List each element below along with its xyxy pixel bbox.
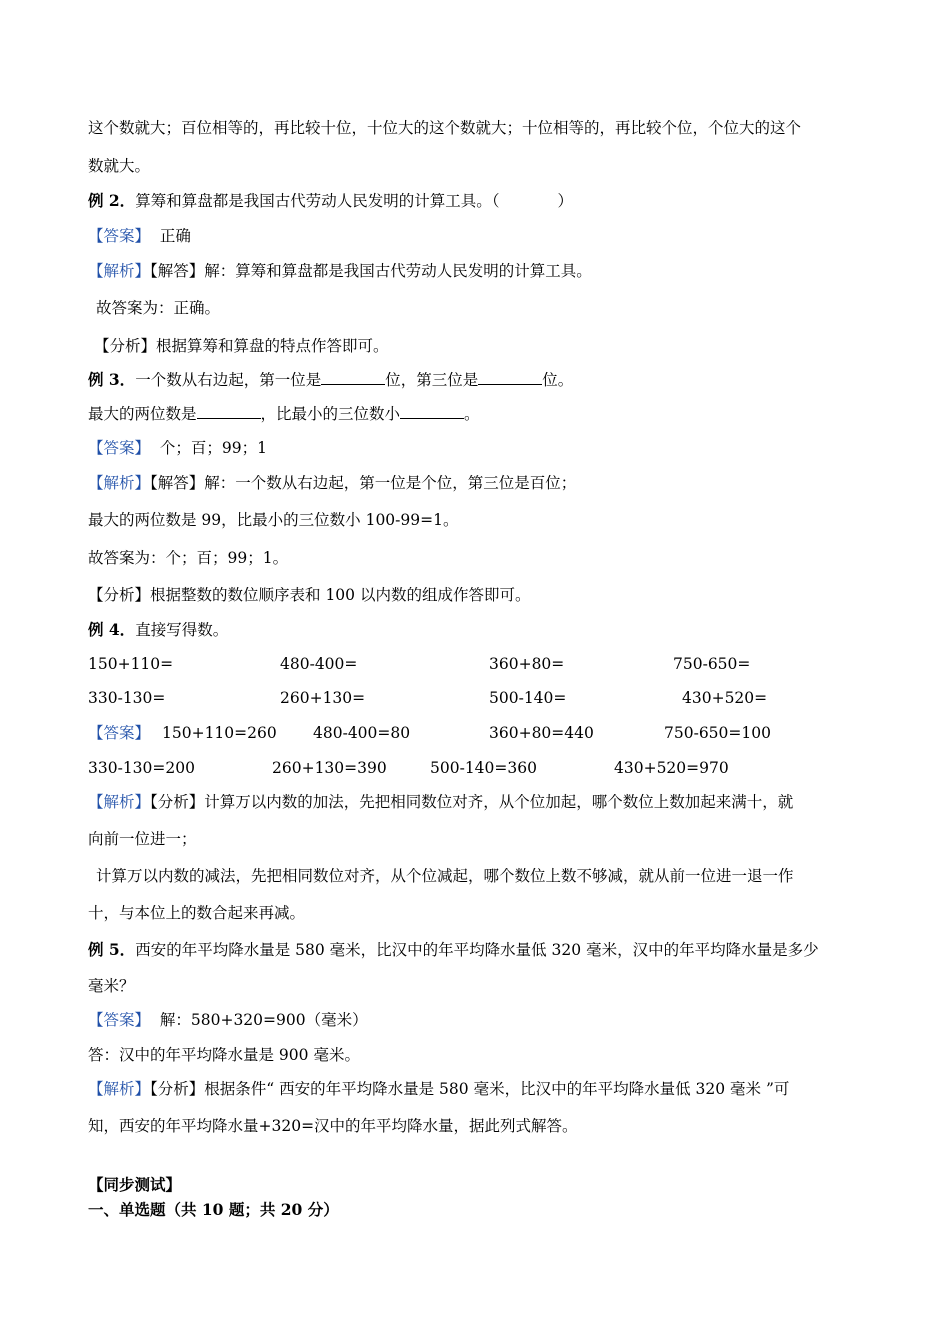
- example-4-analysis-1: [88, 792, 793, 812]
- example-3-answer: [88, 438, 267, 458]
- analysis-tag: 【分析】: [94, 337, 157, 355]
- question-text: 。: [464, 405, 480, 423]
- example-2-answer: [88, 226, 191, 246]
- answer-text: 解：580+320=900（毫米）: [159, 1011, 368, 1029]
- answer-cell: 150+110=260: [162, 724, 277, 742]
- analysis-tag: 【分析】: [150, 1080, 205, 1098]
- question-text: 位，第三位是: [385, 371, 479, 389]
- answer-blank[interactable]: [400, 404, 464, 419]
- answer-blank[interactable]: [321, 370, 385, 385]
- problem-cell: 480-400=: [280, 655, 358, 673]
- example-label: 例 4．: [88, 620, 136, 639]
- answer-tag: 【答案】: [88, 724, 151, 742]
- answer-blank[interactable]: [197, 404, 261, 419]
- question-close: ）: [557, 192, 573, 210]
- problem-cell: 750-650=: [673, 655, 751, 673]
- explain-tag: 【解析】: [88, 793, 151, 811]
- answer-cell: 500-140=360: [430, 759, 537, 777]
- question-text: 直接写得数。: [135, 621, 229, 639]
- example-3-explain: [88, 473, 576, 493]
- sync-test-title: 【同步测试】: [88, 1175, 182, 1194]
- problem-cell: 150+110=: [88, 655, 174, 673]
- example-4-answer-tag: [88, 723, 150, 743]
- answer-tag: 【答案】: [88, 227, 151, 245]
- example-label: 例 3．: [88, 370, 136, 389]
- analysis-tag: 【分析】: [88, 586, 151, 604]
- example-4-analysis-3: 计算万以内数的减法，先把相同数位对齐，从个位减起，哪个数位上数不够减，就从前一位进一退一作: [96, 867, 794, 885]
- analysis-text: 根据算筹和算盘的特点作答即可。: [156, 337, 389, 355]
- section-heading: 一、单选题（共 10 题；共 20 分）: [88, 1200, 339, 1219]
- explain-tag: 【解析】: [88, 262, 151, 280]
- example-3-question-1: [88, 370, 573, 390]
- intro-line-1: 这个数就大；百位相等的，再比较十位，十位大的这个数就大；十位相等的，再比较个位，个位大的这个: [88, 119, 802, 137]
- example-5-analysis-2: 知，西安的年平均降水量+320=汉中的年平均降水量，据此列式解答。: [88, 1117, 578, 1135]
- solve-text: 解：算筹和算盘都是我国古代劳动人民发明的计算工具。: [204, 262, 592, 280]
- answer-cell: 750-650=100: [664, 724, 771, 742]
- answer-blank[interactable]: [478, 370, 542, 385]
- example-4-analysis-2: 向前一位进一；: [88, 830, 197, 848]
- explain-tag: 【解析】: [88, 474, 151, 492]
- example-5-analysis-1: [88, 1079, 789, 1099]
- example-2-final: 故答案为：正确。: [96, 299, 221, 317]
- example-5-question-1: [88, 940, 819, 960]
- analysis-text: 计算万以内数的加法，先把相同数位对齐，从个位加起，哪个数位上数加起来满十，就: [204, 793, 794, 811]
- explain-tag: 【解析】: [88, 1080, 151, 1098]
- question-text: 算筹和算盘都是我国古代劳动人民发明的计算工具。（: [135, 192, 500, 210]
- example-5-question-2: 毫米？: [88, 977, 135, 995]
- question-text: 西安的年平均降水量是 580 毫米，比汉中的年平均降水量低 320 毫米，汉中的年平均降水量是多少: [135, 941, 819, 959]
- answer-cell: 330-130=200: [88, 759, 195, 777]
- problem-cell: 260+130=: [280, 689, 366, 707]
- example-2-explain: [88, 261, 592, 281]
- answer-text: 正确: [159, 227, 191, 245]
- example-5-answer: [88, 1010, 368, 1030]
- problem-cell: 330-130=: [88, 689, 166, 707]
- problem-cell: 430+520=: [682, 689, 768, 707]
- solve-tag: 【解答】: [150, 262, 205, 280]
- example-3-analysis: [88, 585, 530, 605]
- example-5-reply: 答：汉中的年平均降水量是 900 毫米。: [88, 1046, 360, 1064]
- answer-cell: 360+80=440: [489, 724, 594, 742]
- example-3-final: 故答案为：个；百；99；1。: [88, 549, 289, 567]
- problem-cell: 500-140=: [489, 689, 567, 707]
- example-label: 例 2．: [88, 191, 136, 210]
- analysis-text: 根据整数的数位顺序表和 100 以内数的组成作答即可。: [150, 586, 531, 604]
- example-2-analysis: [94, 336, 389, 356]
- example-label: 例 5．: [88, 940, 136, 959]
- problem-cell: 360+80=: [489, 655, 565, 673]
- answer-cell: 480-400=80: [313, 724, 411, 742]
- answer-tag: 【答案】: [88, 439, 151, 457]
- analysis-text: 根据条件“ 西安的年平均降水量是 580 毫米，比汉中的年平均降水量低 320 毫米 ”可: [204, 1080, 790, 1098]
- question-text: 位。: [542, 371, 574, 389]
- question-text: ，比最小的三位数小: [260, 405, 401, 423]
- solve-text: 解：一个数从右边起，第一位是个位，第三位是百位；: [204, 474, 577, 492]
- answer-text: 个；百；99；1: [159, 439, 267, 457]
- analysis-tag: 【分析】: [150, 793, 205, 811]
- example-2-question: [88, 191, 573, 211]
- example-3-question-2: [88, 404, 480, 424]
- answer-cell: 260+130=390: [272, 759, 387, 777]
- example-4-analysis-4: 十，与本位上的数合起来再减。: [88, 904, 306, 922]
- question-text: 最大的两位数是: [88, 405, 197, 423]
- answer-tag: 【答案】: [88, 1011, 151, 1029]
- answer-cell: 430+520=970: [614, 759, 729, 777]
- question-text: 一个数从右边起，第一位是: [135, 371, 322, 389]
- solve-tag: 【解答】: [150, 474, 205, 492]
- intro-line-2: 数就大。: [88, 157, 151, 175]
- example-3-line-2: 最大的两位数是 99，比最小的三位数小 100-99=1。: [88, 511, 459, 529]
- example-4-question: [88, 620, 228, 640]
